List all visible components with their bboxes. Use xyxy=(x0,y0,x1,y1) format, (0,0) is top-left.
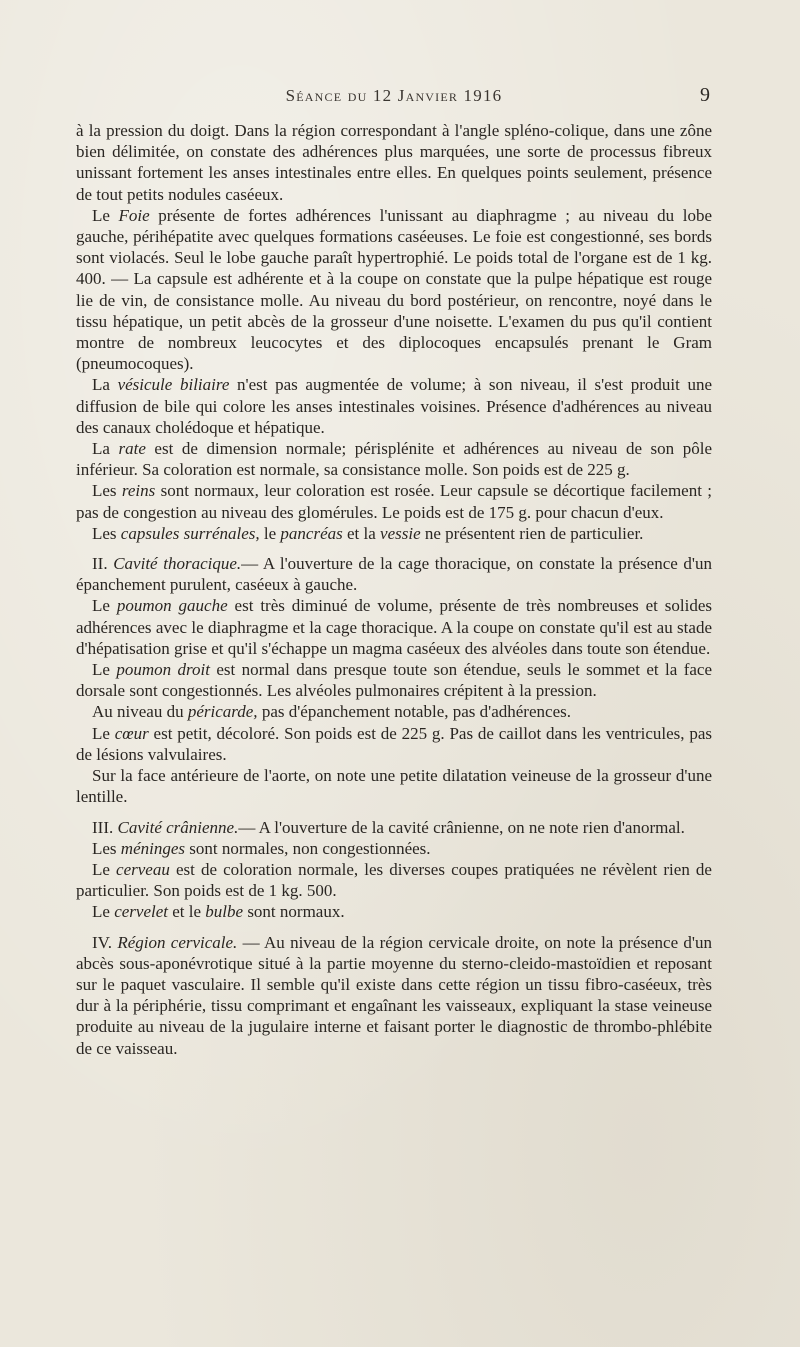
paragraph-coeur xyxy=(76,723,712,765)
organ-term: péricarde, xyxy=(187,702,258,722)
organ-term: bulbe xyxy=(205,902,244,922)
paragraph-text: est très diminué de volume, présente de très nombreuses et solides adhérences avec le diaphragme et la cage thoracique. A la coupe on constate qu'il est au stade d'hépatisation grise et qu'il s'échappe un magma caséeux des alvéoles dans toute son étendue. xyxy=(76,596,712,658)
paragraph-joiner: le xyxy=(259,523,281,543)
section-number: IV. xyxy=(92,932,118,952)
paragraph-text: sont normales, non congestionnées. xyxy=(185,838,431,858)
paragraph-cervelet xyxy=(76,901,712,922)
page-number: 9 xyxy=(700,84,710,106)
paragraph-abdomen-continued xyxy=(76,120,712,205)
organ-term: cœur xyxy=(114,723,149,743)
organ-term: vessie xyxy=(380,523,421,543)
paragraph-lead: La xyxy=(92,439,119,459)
paragraph-poumon-gauche xyxy=(76,595,712,659)
paragraph-text: est de coloration normale, les diverses coupes pratiquées ne révèlent rien de particulier. Son poids est de 1 kg. 500. xyxy=(76,859,712,901)
organ-term: cervelet xyxy=(114,902,168,922)
paragraph-lead: Les xyxy=(92,838,121,858)
paragraph-pericarde xyxy=(76,701,712,722)
paragraph-text: est petit, décoloré. Son poids est de 225 g. Pas de caillot dans les ventricules, pas de lésions valvulaires. xyxy=(76,723,712,764)
section-number: II. xyxy=(92,554,114,574)
paragraph-text: Sur la face antérieure de l'aorte, on note une petite dilatation veineuse de la grosseur d'une lentille. xyxy=(76,766,712,807)
section-heading: Cavité crânienne. xyxy=(117,817,239,837)
paragraph-text: à la pression du doigt. Dans la région correspondant à l'angle spléno-colique, dans une zône bien délimitée, on constate des adhérences plus marquées, une sorte de processus fibreux unissant fortement les anses intestinales entre elles. En quelques points seulement, présence de tout petits nodules caséeux. xyxy=(76,121,712,204)
organ-term: capsules surrénales, xyxy=(120,523,260,543)
organ-term: rate xyxy=(118,439,146,459)
paragraph-text: n'est pas augmentée de volume; à son niveau, il s'est produit une diffusion de bile qui colore les anses intestinales voisines. Présence d'adhérences au niveau des canaux cholédoque et hépatique. xyxy=(76,375,712,437)
paragraph-text: est normal dans presque toute son étendue, seuls le sommet et la face dorsale sont congestionnés. Les alvéoles pulmonaires crépitent à la pression. xyxy=(76,660,712,701)
paragraph-lead: Les xyxy=(92,523,121,543)
paragraph-rate xyxy=(76,438,712,480)
organ-term: poumon droit xyxy=(116,660,210,680)
paragraph-lead: Le xyxy=(92,723,115,743)
paragraph-lead: La xyxy=(92,375,118,395)
paragraph-joiner: et le xyxy=(167,902,206,922)
paragraph-cerveau xyxy=(76,859,712,901)
paragraph-poumon-droit xyxy=(76,659,712,701)
paragraph-lead: Le xyxy=(92,902,115,922)
paragraph-text: — A l'ouverture de la cavité crânienne, on ne note rien d'anormal. xyxy=(238,817,685,837)
paragraph-section-crane xyxy=(76,817,712,838)
organ-term: cerveau xyxy=(116,859,170,879)
organ-term: vésicule biliaire xyxy=(117,375,230,395)
paragraph-lead: Au niveau du xyxy=(92,702,188,722)
organ-term: Foie xyxy=(118,205,150,225)
paragraph-text: est de dimension normale; périsplénite et adhérences au niveau de son pôle inférieur. Sa coloration est normale, sa consistance molle. Son poids est de 225 g. xyxy=(76,439,712,480)
paragraph-lead: Les xyxy=(92,481,122,501)
paragraph-text: pas d'épanchement notable, pas d'adhérences. xyxy=(257,702,571,722)
paragraph-section-thorax xyxy=(76,553,712,595)
organ-term: méninges xyxy=(120,838,186,858)
paragraph-text: sont normaux. xyxy=(243,902,345,922)
organ-term: poumon gauche xyxy=(116,596,228,616)
paragraph-reins xyxy=(76,480,712,522)
paragraph-text: présente de fortes adhérences l'unissant au diaphragme ; au niveau du lobe gauche, périhépatite avec quelques formations caséeuses. Le foie est congestionné, ses bords sont violacés. Seul le lobe gauche paraît hypertrophié. Le poids total de l'organe est de 1 kg. 400. — La capsule est adhérente et à la coupe on constate que la pulpe hépatique est rouge lie de vin, de consistance molle. Au niveau du bord postérieur, on rencontre, noyé dans le tissu hépatique, un petit abcès de la grosseur d'une noisette. L'examen du pus qu'il contient montre de nombreux leucocytes et des diplocoques encapsulés prenant le Gram (pneumocoques). xyxy=(76,205,712,374)
paragraph-lead: Le xyxy=(92,205,119,225)
running-title: Séance du 12 Janvier 1916 xyxy=(285,86,503,105)
paragraph-aorte xyxy=(76,765,712,807)
paragraph-text: — Au niveau de la région cervicale droite, on note la présence d'un abcès sous-aponévrotique situé à la partie moyenne du sterno-cleido-mastoïdien et reposant sur le paquet vasculaire. Il semble qu'il existe dans cette région un tissu fibro-caséeux, très dur à la périphérie, tissu comprimant et engaînant les vaisseaux, expliquant la stase veineuse produite au niveau de la jugulaire interne et faisant porter le diagnostic de thrombo-phlébite de ce vaisseau. xyxy=(76,932,712,1058)
paragraph-lead: Le xyxy=(92,859,117,879)
paragraph-text: ne présentent rien de particulier. xyxy=(420,523,644,543)
section-heading: Région cervicale. xyxy=(117,932,238,952)
organ-term: reins xyxy=(121,481,156,501)
section-number: III. xyxy=(92,817,118,837)
paragraph-text: — A l'ouverture de la cage thoracique, on constate la présence d'un épanchement purulent, caséeux à gauche. xyxy=(76,554,712,595)
page-header xyxy=(76,86,712,112)
paragraph-lead: Le xyxy=(92,660,117,680)
body-text xyxy=(76,120,712,1059)
paragraph-joiner: et la xyxy=(342,523,381,543)
paragraph-meninges xyxy=(76,838,712,859)
section-heading: Cavité thoracique. xyxy=(113,554,242,574)
organ-term: pancréas xyxy=(280,523,343,543)
paragraph-section-cervicale xyxy=(76,932,712,1059)
paragraph-surrenales xyxy=(76,523,712,544)
paragraph-text: sont normaux, leur coloration est rosée. Leur capsule se décortique facilement ; pas de congestion au niveau des glomérules. Le poids est de 175 g. pour chacun d'eux. xyxy=(76,481,712,522)
paragraph-foie xyxy=(76,205,712,375)
paragraph-vesicule xyxy=(76,374,712,438)
paragraph-lead: Le xyxy=(92,596,117,616)
